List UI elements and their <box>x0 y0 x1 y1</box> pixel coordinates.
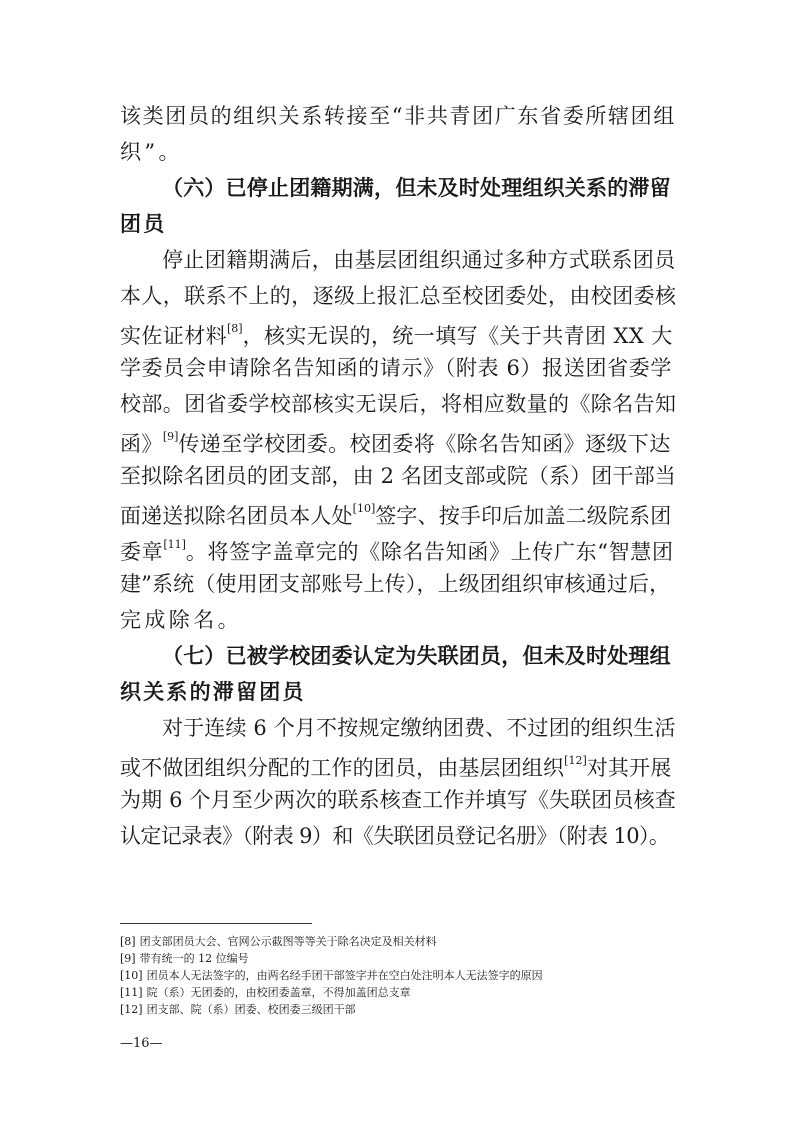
paragraph-line <box>120 494 676 530</box>
footnote-text: 院（系）无团委的，由校团委盖章，不得加盖团总支章 <box>146 986 411 999</box>
paragraph-line <box>120 602 676 638</box>
line-text: （六）已停止团籍期满，但未及时处理组织关系的滞留 <box>162 176 671 200</box>
footnote <box>120 967 676 984</box>
paragraph-line <box>120 782 676 818</box>
footnote-text: 团支部、院（系）团委、校团委三级团干部 <box>146 1003 356 1016</box>
footnote-number: [9] <box>120 952 136 965</box>
footnote-text: 团员本人无法签字的，由两名经手团干部签字并在空白处注明本人无法签字的原因 <box>146 969 543 982</box>
paragraph-line <box>120 746 676 782</box>
paragraph-line <box>120 566 676 602</box>
paragraph-line <box>120 350 676 386</box>
line-text: ，核实无误的，统一填写《关于共青团 XX 大 <box>242 324 673 348</box>
footnote-number: [8] <box>120 935 136 948</box>
line-text: （七）已被学校团委认定为失联团员，但未及时处理组 <box>162 644 671 668</box>
paragraph-line <box>120 278 676 314</box>
footnote-ref: [9] <box>162 430 179 443</box>
line-text: 完成除名。 <box>120 608 242 632</box>
section-heading-line <box>120 206 676 242</box>
line-text: 校部。团省委学校部核实无误后，将相应数量的《除名告知 <box>120 392 677 416</box>
footnote-number: [12] <box>120 1003 143 1016</box>
line-text: 。将签字盖章完的《除名告知函》上传广东“智慧团 <box>185 540 674 564</box>
line-text: 实佐证材料 <box>120 324 227 348</box>
paragraph-line <box>120 458 676 494</box>
section-heading-line <box>120 674 676 710</box>
line-text: 面递送拟除名团员本人处 <box>120 504 353 528</box>
paragraph-line <box>120 818 676 854</box>
footnote-ref: [10] <box>352 502 376 515</box>
paragraph-line <box>120 386 676 422</box>
line-text: 团员 <box>120 212 167 236</box>
line-text: 签字、按手印后加盖二级院系团 <box>375 504 672 528</box>
footnote <box>120 950 676 967</box>
footnote <box>120 1001 676 1018</box>
footnotes <box>120 933 676 1018</box>
footnote-ref: [8] <box>227 322 243 335</box>
line-text: 该类团员的组织关系转接至“非共青团广东省委所辖团组 <box>120 104 676 128</box>
line-text: 传递至学校团委。校团委将《除名告知函》逐级下达 <box>178 432 671 456</box>
line-text: 或不做团组织分配的工作的团员，由基层团组织 <box>120 756 565 780</box>
footnote-number: [10] <box>120 969 143 982</box>
paragraph-line <box>120 422 676 458</box>
line-text: 织关系的滞留团员 <box>120 680 306 704</box>
page-number: —16— <box>120 1036 163 1051</box>
line-text: 对于连续 6 个月不按规定缴纳团费、不过团的组织生活 <box>162 716 676 740</box>
footnote-divider <box>120 923 312 924</box>
section-heading-line <box>120 638 676 674</box>
paragraph-line <box>120 530 676 566</box>
line-text: 函》 <box>120 432 163 456</box>
footnote-number: [11] <box>120 986 143 999</box>
paragraph-line <box>120 98 676 134</box>
line-text: 织”。 <box>120 140 183 164</box>
body-text <box>120 98 676 854</box>
footnote-text: 带有统一的 12 位编号 <box>139 952 249 965</box>
footnote-ref: [11] <box>163 538 186 551</box>
footnote <box>120 933 676 950</box>
footnote-ref: [12] <box>564 754 587 767</box>
line-text: 至拟除名团员的团支部，由 2 名团支部或院（系）团干部当 <box>120 464 676 488</box>
line-text: 停止团籍期满后，由基层团组织通过多种方式联系团员 <box>162 248 676 272</box>
line-text: 学委员会申请除名告知函的请示》（附表 6）报送团省委学 <box>120 356 673 380</box>
line-text: 本人，联系不上的，逐级上报汇总至校团委处，由校团委核 <box>120 284 677 308</box>
paragraph-line <box>120 242 676 278</box>
line-text: 对其开展 <box>586 756 672 780</box>
footnote-text: 团支部团员大会、官网公示截图等等关于除名决定及相关材料 <box>139 935 437 948</box>
line-text: 委章 <box>120 540 164 564</box>
section-heading-line <box>120 170 676 206</box>
line-text: 认定记录表》（附表 9）和《失联团员登记名册》（附表 10）。 <box>120 824 670 848</box>
line-text: 为期 6 个月至少两次的联系核查工作并填写《失联团员核查 <box>120 788 676 812</box>
paragraph-line <box>120 710 676 746</box>
line-text: 建”系统（使用团支部账号上传），上级团组织审核通过后， <box>120 572 671 596</box>
footnote <box>120 984 676 1001</box>
paragraph-line <box>120 134 676 170</box>
paragraph-line <box>120 314 676 350</box>
